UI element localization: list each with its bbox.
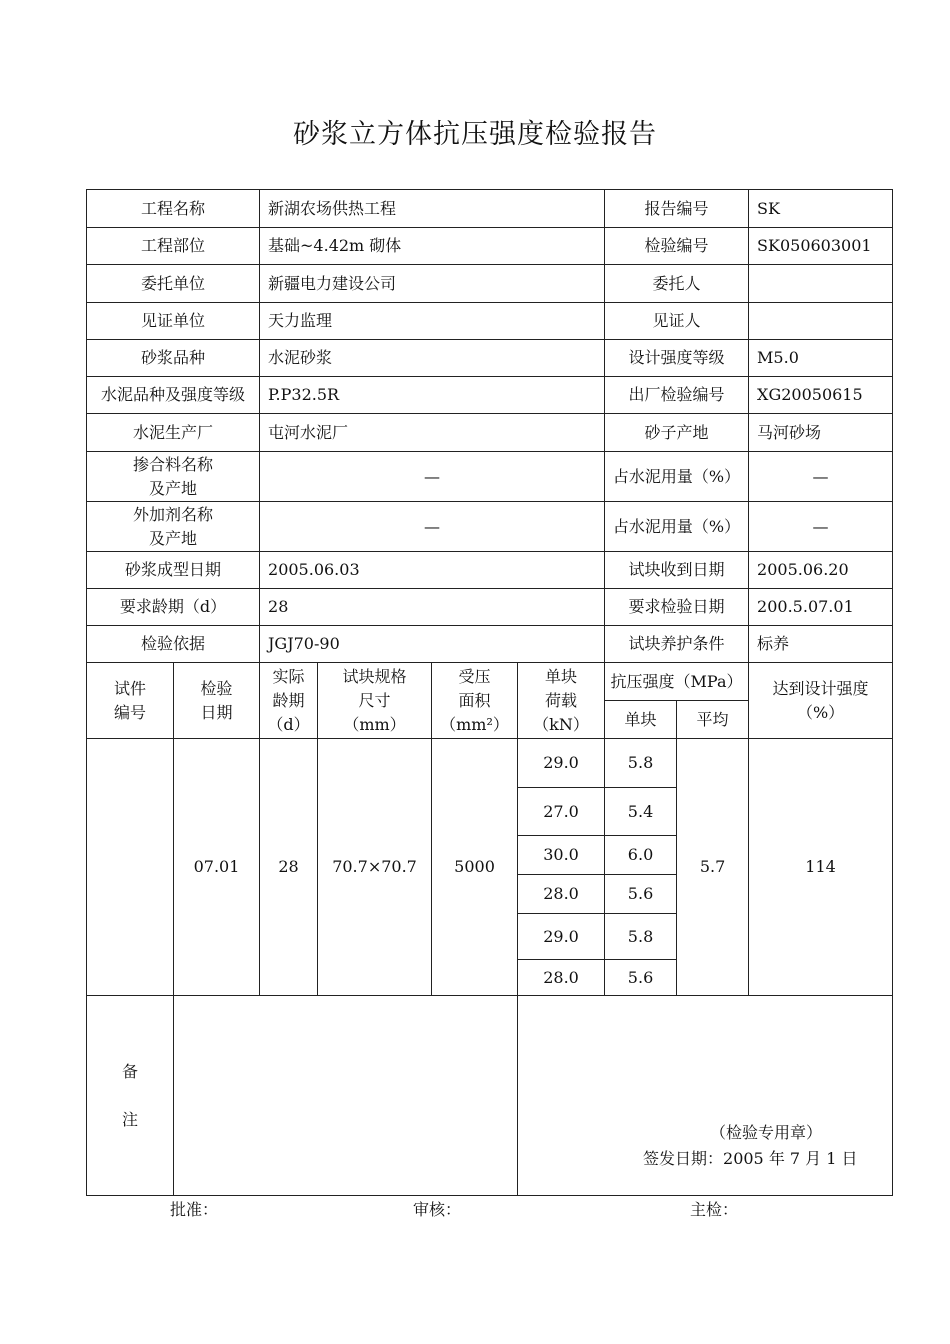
footer-approve: 批准：	[170, 1200, 219, 1219]
header-line: （d）	[267, 714, 310, 734]
field-label: 占水泥用量（%）	[605, 452, 749, 502]
field-label: 工程部位	[87, 228, 260, 265]
header-line: 面积	[458, 690, 491, 710]
field-value: SK050603001	[749, 228, 893, 265]
load-cell: 28.0	[518, 875, 605, 914]
label-line: 及产地	[149, 478, 198, 498]
report-table	[86, 189, 893, 1196]
col-header-strength-single: 单块	[605, 701, 677, 739]
field-label: 水泥品种及强度等级	[87, 377, 260, 414]
specimen-no-cell	[87, 739, 174, 996]
info-row	[87, 303, 893, 340]
strength-cell: 5.6	[605, 875, 677, 914]
field-value: 基础~4.42m 砌体	[260, 228, 605, 265]
field-value: JGJ70-90	[260, 626, 605, 663]
size-cell: 70.7×70.7	[318, 739, 432, 996]
info-row	[87, 265, 893, 303]
header-line: 试块规格	[342, 666, 407, 686]
col-header-strength-avg: 平均	[677, 701, 749, 739]
header-line: （%）	[796, 702, 845, 722]
test-header-row	[87, 663, 893, 701]
field-label: 检验编号	[605, 228, 749, 265]
field-value: SK	[749, 190, 893, 228]
field-label: 要求检验日期	[605, 589, 749, 626]
page-title: 砂浆立方体抗压强度检验报告	[293, 119, 657, 150]
field-value: 天力监理	[260, 303, 605, 340]
load-cell: 27.0	[518, 788, 605, 836]
remarks-row	[87, 996, 893, 1196]
issue-date: 签发日期：2005 年 7 月 1 日	[643, 1149, 858, 1168]
field-value: —	[260, 502, 605, 552]
header-line: 尺寸	[358, 690, 391, 710]
signature-cell	[518, 996, 893, 1196]
field-label: 见证人	[605, 303, 749, 340]
strength-cell: 5.8	[605, 914, 677, 960]
admixture-row	[87, 452, 893, 502]
remarks-label: 注	[121, 1109, 138, 1129]
strength-cell: 5.6	[605, 960, 677, 996]
field-label: 设计强度等级	[605, 340, 749, 377]
date-row	[87, 589, 893, 626]
load-cell: 29.0	[518, 914, 605, 960]
inspection-stamp-label: （检验专用章）	[710, 1123, 823, 1142]
header-line: 试件	[113, 678, 146, 698]
header-line: 实际	[272, 666, 305, 686]
info-row	[87, 377, 893, 414]
area-cell: 5000	[432, 739, 518, 996]
field-label: 检验依据	[87, 626, 260, 663]
col-header-design-pct	[749, 663, 893, 739]
field-label: 委托单位	[87, 265, 260, 303]
strength-cell: 6.0	[605, 836, 677, 875]
col-header-load	[518, 663, 605, 739]
field-value: 屯河水泥厂	[260, 414, 605, 452]
test-date-cell: 07.01	[174, 739, 260, 996]
header-line: （kN）	[533, 714, 589, 734]
field-value: P.P32.5R	[260, 377, 605, 414]
header-line: 荷载	[545, 690, 578, 710]
field-value: XG20050615	[749, 377, 893, 414]
field-value: 新湖农场供热工程	[260, 190, 605, 228]
load-cell: 28.0	[518, 960, 605, 996]
load-cell: 29.0	[518, 739, 605, 788]
field-value: 水泥砂浆	[260, 340, 605, 377]
label-line: 及产地	[149, 528, 198, 548]
field-value: 新疆电力建设公司	[260, 265, 605, 303]
strength-cell: 5.8	[605, 739, 677, 788]
header-line: 日期	[200, 702, 233, 722]
header-line: 受压	[458, 666, 491, 686]
remarks-content	[174, 996, 518, 1196]
info-row	[87, 340, 893, 377]
field-label: 试块收到日期	[605, 552, 749, 589]
field-label: 报告编号	[605, 190, 749, 228]
test-row	[87, 739, 893, 788]
field-label: 工程名称	[87, 190, 260, 228]
field-label: 试块养护条件	[605, 626, 749, 663]
field-value: 28	[260, 589, 605, 626]
field-label: 见证单位	[87, 303, 260, 340]
field-value: —	[749, 502, 893, 552]
field-label: 出厂检验编号	[605, 377, 749, 414]
info-row	[87, 414, 893, 452]
age-cell: 28	[260, 739, 318, 996]
field-label	[87, 502, 260, 552]
header-line: 龄期	[272, 690, 305, 710]
average-strength-cell: 5.7	[677, 739, 749, 996]
col-header-test-date	[174, 663, 260, 739]
load-cell: 30.0	[518, 836, 605, 875]
field-value: 2005.06.03	[260, 552, 605, 589]
info-row	[87, 190, 893, 228]
date-row	[87, 552, 893, 589]
label-line: 外加剂名称	[133, 504, 214, 524]
field-value	[749, 303, 893, 340]
date-row	[87, 626, 893, 663]
header-line: （mm²）	[440, 714, 509, 734]
col-header-age	[260, 663, 318, 739]
field-label: 要求龄期（d）	[87, 589, 260, 626]
field-value: 2005.06.20	[749, 552, 893, 589]
footer-inspector: 主检：	[690, 1200, 739, 1219]
field-value: 马河砂场	[749, 414, 893, 452]
remarks-label-cell	[87, 996, 174, 1196]
field-value	[749, 265, 893, 303]
field-value: 200.5.07.01	[749, 589, 893, 626]
field-value: 标养	[749, 626, 893, 663]
col-header-strength: 抗压强度（MPa）	[605, 663, 749, 701]
field-value: —	[749, 452, 893, 502]
col-header-specimen-no	[87, 663, 174, 739]
label-line: 掺合料名称	[133, 454, 214, 474]
field-label: 水泥生产厂	[87, 414, 260, 452]
field-value: —	[260, 452, 605, 502]
field-label	[87, 452, 260, 502]
info-row	[87, 228, 893, 265]
field-label: 砂浆品种	[87, 340, 260, 377]
header-line: 编号	[113, 702, 146, 722]
col-header-area	[432, 663, 518, 739]
footer-review: 审核：	[413, 1200, 462, 1219]
strength-cell: 5.4	[605, 788, 677, 836]
field-label: 占水泥用量（%）	[605, 502, 749, 552]
remarks-label: 备	[121, 1061, 138, 1081]
col-header-size	[318, 663, 432, 739]
field-label: 委托人	[605, 265, 749, 303]
header-line: 单块	[545, 666, 578, 686]
design-pct-cell: 114	[749, 739, 893, 996]
field-value: M5.0	[749, 340, 893, 377]
field-label: 砂子产地	[605, 414, 749, 452]
header-line: （mm）	[343, 714, 406, 734]
field-label: 砂浆成型日期	[87, 552, 260, 589]
header-line: 达到设计强度	[772, 678, 869, 698]
header-line: 检验	[200, 678, 233, 698]
admixture-row	[87, 502, 893, 552]
